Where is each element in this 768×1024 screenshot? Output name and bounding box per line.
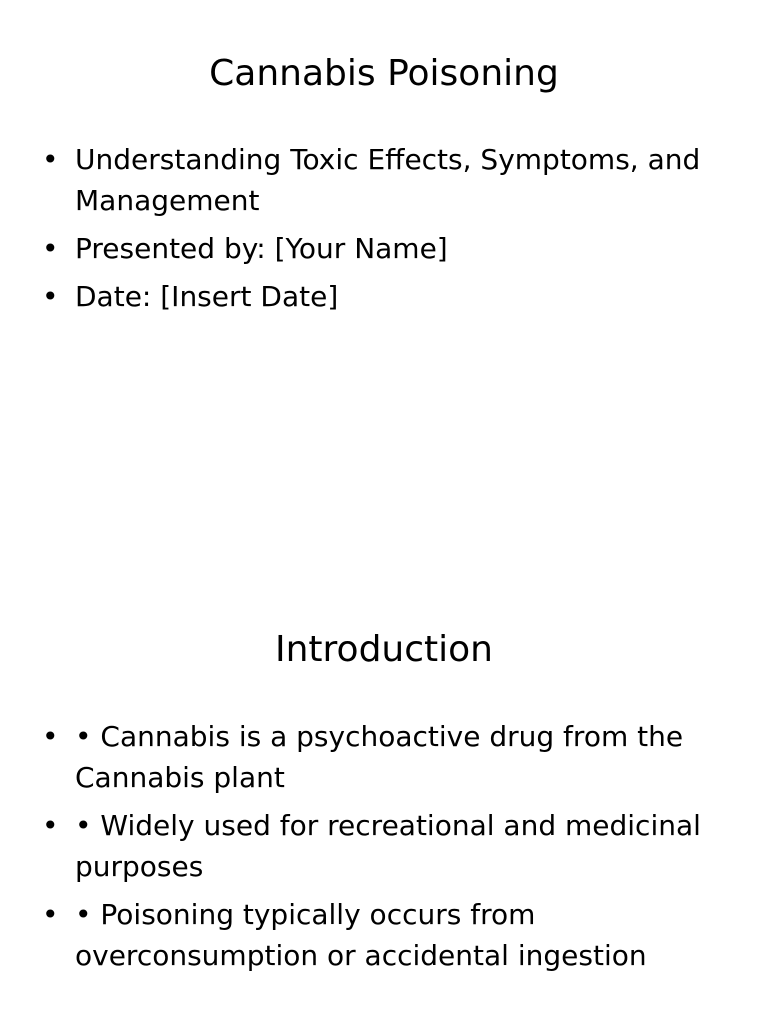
bullet-marker: • xyxy=(42,280,59,313)
slide-title: Cannabis Poisoning xyxy=(209,53,559,94)
bullet-item xyxy=(42,894,712,976)
bullet-list xyxy=(42,716,712,983)
bullet-item xyxy=(42,716,712,798)
bullet-text: • Cannabis is a psychoactive drug from the Cannabis plant xyxy=(75,720,684,794)
slide-title: Introduction xyxy=(274,629,493,670)
bullet-marker: • xyxy=(42,720,59,753)
bullet-marker: • xyxy=(42,898,59,931)
bullet-item xyxy=(42,139,712,221)
bullet-list xyxy=(42,139,712,324)
slide-introduction xyxy=(0,576,768,1024)
bullet-marker: • xyxy=(42,143,59,176)
bullet-item xyxy=(42,228,712,269)
bullet-text: Date: [Insert Date] xyxy=(75,280,339,313)
bullet-item xyxy=(42,276,712,317)
bullet-text: • Poisoning typically occurs from overconsumption or accidental ingestion xyxy=(75,898,647,972)
bullet-text: Presented by: [Your Name] xyxy=(75,232,448,265)
bullet-text: Understanding Toxic Effects, Symptoms, and Management xyxy=(75,143,701,217)
bullet-item xyxy=(42,805,712,887)
bullet-text: • Widely used for recreational and medicinal purposes xyxy=(75,809,701,883)
bullet-marker: • xyxy=(42,809,59,842)
bullet-marker: • xyxy=(42,232,59,265)
